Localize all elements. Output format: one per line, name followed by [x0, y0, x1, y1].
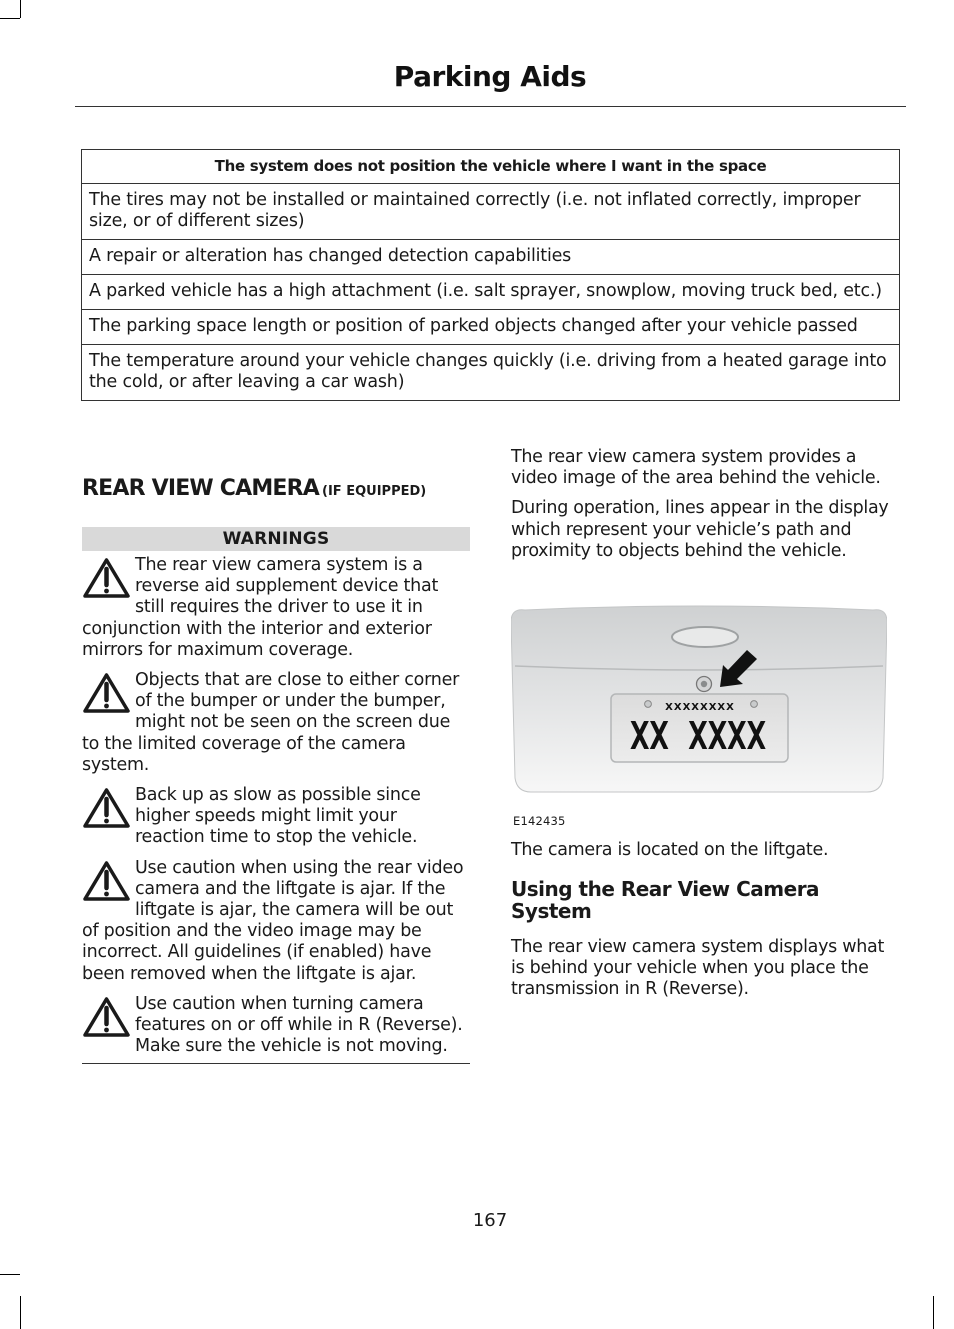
warning-triangle-icon [82, 672, 131, 714]
crop-mark [0, 1274, 20, 1275]
figure-code: E142435 [513, 814, 566, 828]
subheading: Using the Rear View Camera System [511, 877, 820, 923]
table-row [82, 345, 900, 401]
warning-item [82, 994, 470, 1058]
crop-mark [0, 18, 20, 19]
warning-text: Use caution when using the rear video camera and the liftgate is ajar. If the liftgate is ajar, the camera will be out of position and the video image may be incorrect. All guidelines (if enabled) have been removed when the liftgate is ajar. [82, 857, 464, 984]
section-heading-text: REAR VIEW CAMERA [82, 476, 320, 501]
usage-paragraph: The rear view camera system displays what is behind your vehicle when you place the transmission in R (Reverse). [511, 937, 885, 1000]
intro-paragraph: The rear view camera system provides a video image of the area behind the vehicle. [511, 447, 881, 489]
warning-text: Objects that are close to either corner of the bumper or under the bumper, might not be seen on the screen due to the limited coverage of the camera system. [82, 670, 460, 775]
page-number: 167 [472, 1210, 508, 1231]
table-row [82, 240, 900, 275]
section-heading-suffix: (IF EQUIPPED) [322, 484, 427, 499]
warning-text: Use caution when turning camera features on or off while in R (Reverse). Make sure the vehicle is not moving. [135, 993, 463, 1057]
page-title: Parking Aids [393, 60, 587, 93]
crop-mark [933, 1296, 934, 1329]
figure-caption: The camera is located on the liftgate. [511, 840, 829, 860]
warning-item [82, 858, 470, 985]
warning-text: Back up as slow as possible since higher speeds might limit your reaction time to stop the vehicle. [135, 785, 421, 848]
right-column [511, 447, 901, 562]
plate-main-text: XX XXXX [629, 714, 767, 759]
crop-mark [20, 0, 21, 18]
table-row [82, 184, 900, 240]
warning-item [82, 670, 470, 776]
table-header-cell: The system does not position the vehicle where I want in the space [82, 150, 900, 184]
table-row [82, 275, 900, 310]
crop-mark [20, 1296, 21, 1329]
left-column [82, 476, 470, 1064]
warning-triangle-icon [82, 787, 131, 829]
warnings-label: WARNINGS [82, 527, 470, 551]
warning-triangle-icon [82, 996, 131, 1038]
intro-paragraph: During operation, lines appear in the display which represent your vehicle’s path and proximity to objects behind the vehicle. [511, 498, 889, 561]
table-cell: A parked vehicle has a high attachment (i.e. salt sprayer, snowplow, moving truck bed, etc.) [82, 275, 900, 310]
section-heading [82, 476, 470, 501]
warning-triangle-icon [82, 557, 131, 599]
table-cell: The temperature around your vehicle changes quickly (i.e. driving from a heated garage into the cold, or after leaving a car wash) [82, 345, 900, 401]
table-cell: The parking space length or position of parked objects changed after your vehicle passed [82, 310, 900, 345]
warning-item [82, 785, 470, 849]
table-header-row [82, 150, 900, 184]
section-end-divider [82, 1063, 470, 1064]
table-cell: A repair or alteration has changed detection capabilities [82, 240, 900, 275]
troubleshooting-table [81, 149, 900, 401]
table-row [82, 310, 900, 345]
table-cell: The tires may not be installed or maintained correctly (i.e. not inflated correctly, improper size, or of different sizes) [82, 184, 900, 240]
warning-triangle-icon [82, 860, 131, 902]
warning-text: The rear view camera system is a reverse aid supplement device that still requires the driver to use it in conjunction with the interior and exterior mirrors for maximum coverage. [82, 555, 439, 660]
plate-small-text: XXXXXXXX [665, 702, 735, 713]
warning-item [82, 555, 470, 661]
title-divider [75, 106, 906, 107]
liftgate-camera-illustration [511, 604, 887, 794]
